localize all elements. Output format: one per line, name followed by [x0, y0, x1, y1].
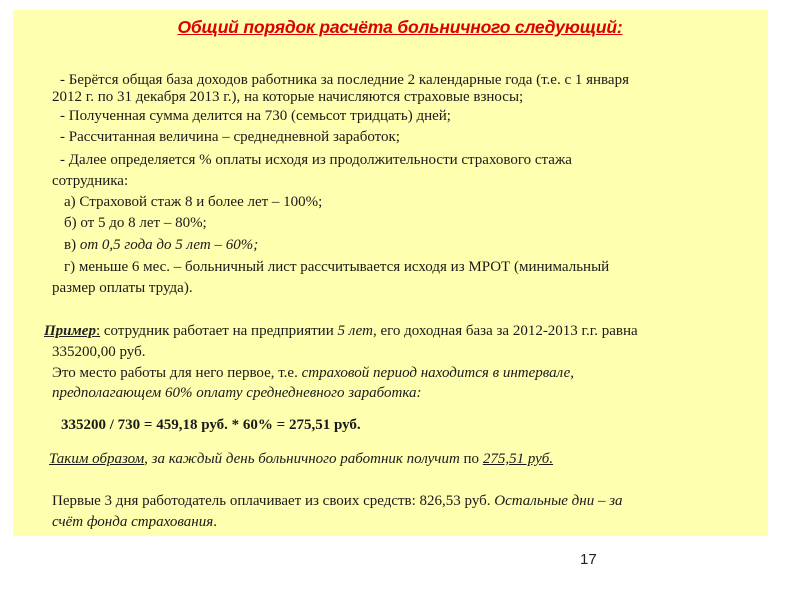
note-line-2 [52, 513, 217, 531]
note-line-1 [52, 492, 623, 510]
step-3: - Рассчитанная величина – среднедневной заработок; [60, 129, 400, 145]
conclusion-lead: Таким образом [49, 451, 145, 467]
conclusion [49, 450, 553, 468]
example-colon: : [95, 323, 101, 339]
example-line-3-comma: , [570, 365, 574, 381]
note-end: . [213, 514, 217, 530]
example-line-4 [52, 384, 421, 402]
tier-d-line-2: размер оплаты труда). [52, 280, 193, 296]
step-4-line-2: сотрудника: [52, 173, 129, 189]
tier-c [64, 236, 258, 254]
conclusion-po: по [459, 451, 483, 467]
tier-c-text: от 0,5 года до 5 лет – 60%; [79, 237, 259, 253]
note-italic-a: Остальные дни – за [494, 493, 623, 509]
note-text: Первые 3 дня работодатель оплачивает из своих средств: 826,53 руб. [52, 493, 495, 509]
example-text-1: сотрудник работает на предприятии [100, 323, 338, 339]
example-line-3-text: Это место работы для него первое, т.е. [52, 365, 302, 381]
step-4-line-1: - Далее определяется % оплаты исходя из продолжительности страхового стажа [60, 152, 572, 168]
example-label: Пример [44, 323, 96, 339]
example-line-1 [44, 322, 638, 340]
note-italic-b: счёт фонда страхования [52, 514, 214, 530]
tier-b: б) от 5 до 8 лет – 80%; [64, 215, 207, 231]
example-line-4-italic: предполагающем 60% оплату среднедневного заработка: [52, 385, 422, 401]
example-text-2: , его доходная база за 2012-2013 г.г. равна [372, 323, 638, 339]
calculation-formula: 335200 / 730 = 459,18 руб. * 60% = 275,51 руб. [61, 417, 361, 433]
example-line-3-italic: страховой период находится в интервале [301, 365, 571, 381]
conclusion-amount: 275,51 руб. [482, 451, 554, 467]
tier-c-prefix: в) [64, 237, 77, 253]
example-years: 5 лет [337, 323, 373, 339]
tier-a: а) Страховой стаж 8 и более лет – 100%; [64, 194, 323, 210]
tier-d-line-1: г) меньше 6 мес. – больничный лист рассчитывается исходя из МРОТ (минимальный [64, 259, 610, 275]
step-1-line-1: - Берётся общая база доходов работника за последние 2 календарные года (т.е. с 1 января [60, 72, 629, 88]
step-2: - Полученная сумма делится на 730 (семьсот тридцать) дней; [60, 108, 451, 124]
page-number: 17 [580, 551, 597, 568]
step-1-line-2: 2012 г. по 31 декабря 2013 г.), на которые начисляются страховые взносы; [52, 89, 524, 105]
conclusion-text: , за каждый день больничного работник получит [144, 451, 460, 467]
slide-title: Общий порядок расчёта больничного следующий: [177, 17, 623, 37]
example-line-3 [52, 364, 574, 382]
example-amount: 335200,00 руб. [52, 344, 146, 360]
